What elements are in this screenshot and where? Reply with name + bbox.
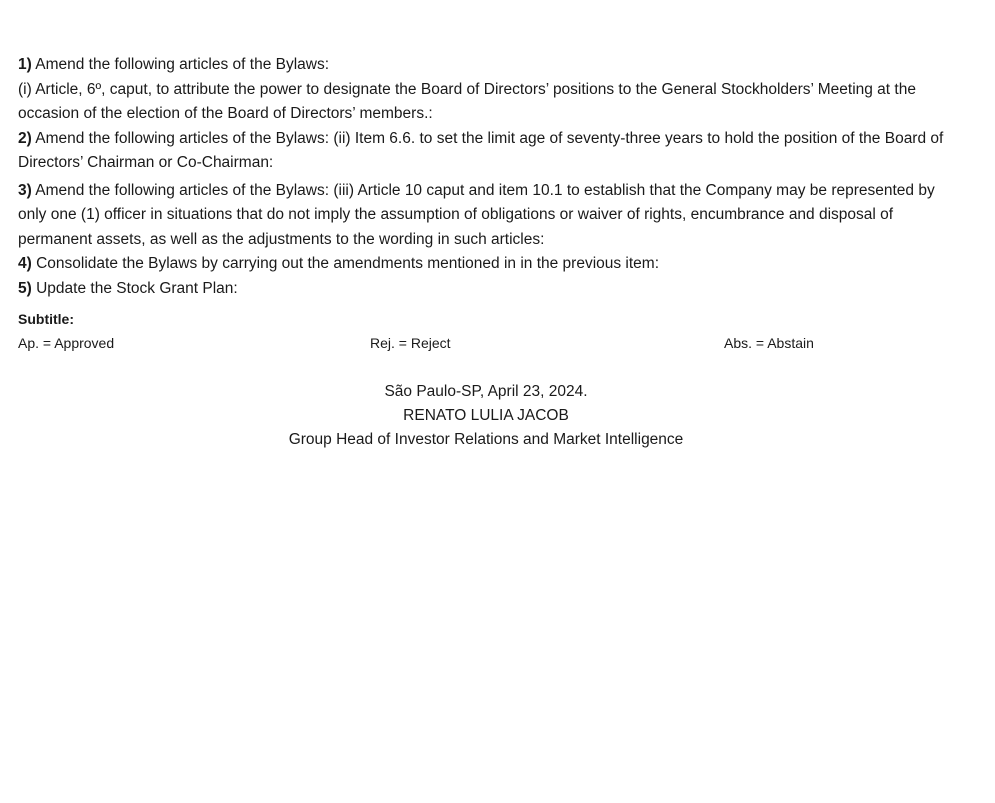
signer-name: RENATO LULIA JACOB (403, 407, 569, 424)
item-number: 4) (18, 255, 32, 272)
agenda-item-4 (18, 252, 958, 277)
item-text: Amend the following articles of the Bylaws: (iii) Article 10 caput and item 10.1 to establish that the Company may be represented by only one (1) officer in situations that do not imply the assumption of obligations or waiver of rights, encumbrance and disposal of permanent assets, as well as the adjustments to the wording in such articles: (18, 181, 935, 248)
item-text: Consolidate the Bylaws by carrying out the amendments mentioned in in the previous item: (36, 255, 660, 272)
vote-legend (18, 331, 958, 355)
item-text: Update the Stock Grant Plan: (36, 279, 238, 297)
agenda-item-1-subitem: (i) Article, 6º, caput, to attribute the power to designate the Board of Directors’ positions to the General Stockholders’ Meeting at the occasion of the election of the Board of Directors’ members.: (18, 80, 916, 122)
legend-reject: Rej. = Reject (370, 335, 451, 351)
agenda-items (18, 53, 958, 301)
agenda-item-5 (18, 277, 958, 302)
item-number: 5) (18, 279, 32, 297)
signer-title: Group Head of Investor Relations and Market Intelligence (288, 431, 684, 448)
agenda-item-2 (18, 127, 958, 176)
item-text: Amend the following articles of the Bylaws: (35, 56, 330, 73)
item-text: Amend the following articles of the Bylaws: (ii) Item 6.6. to set the limit age of seventy-three years to hold the position of the Board of Directors’ Chairman or Co-Chairman: (18, 129, 944, 171)
document-page (18, 53, 958, 452)
item-number: 3) (18, 181, 32, 199)
place-date: São Paulo-SP, April 23, 2024. (384, 383, 588, 400)
item-number: 2) (18, 129, 32, 147)
legend-approved: Ap. = Approved (18, 335, 115, 351)
item-number: 1) (18, 56, 32, 73)
legend-abstain: Abs. = Abstain (724, 335, 814, 351)
subtitle-heading: Subtitle: (18, 311, 74, 327)
signature-block (18, 380, 954, 452)
agenda-item-1 (18, 53, 958, 78)
agenda-item-3 (18, 179, 958, 253)
